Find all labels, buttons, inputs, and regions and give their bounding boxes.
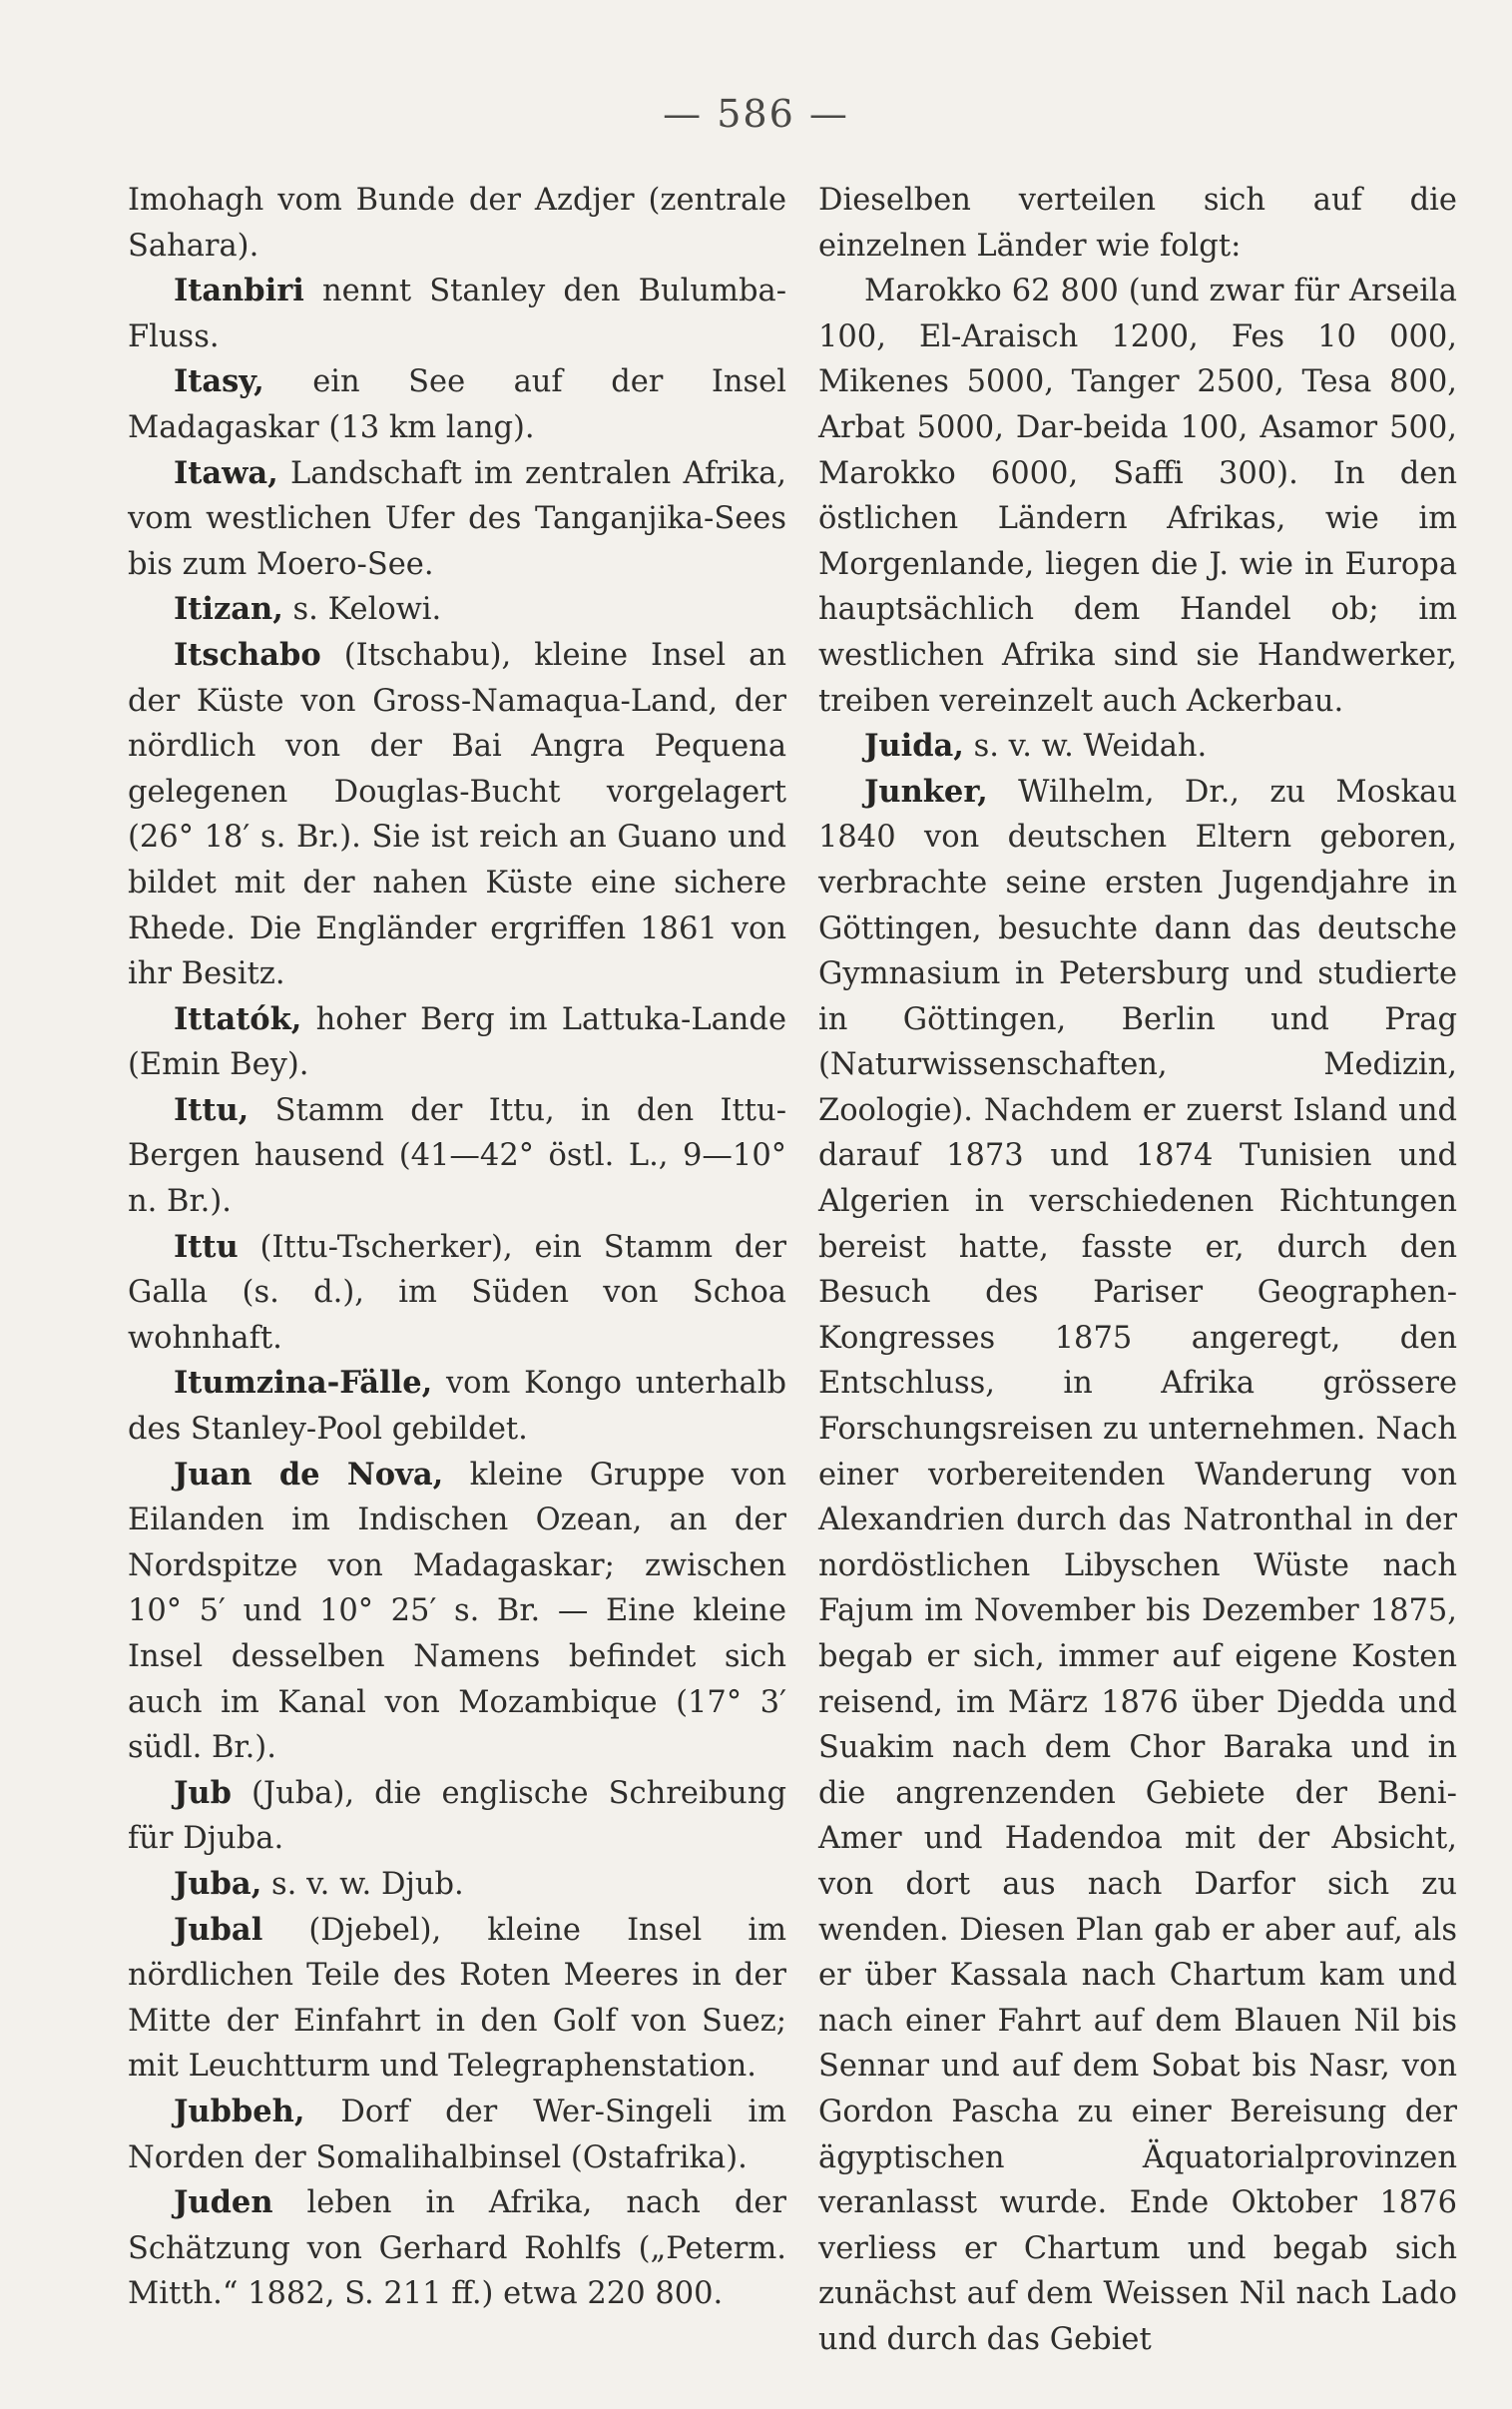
entry-text: hoher Berg im Lattuka-Lande (Emin Bey). [128, 1001, 786, 1083]
entry-text: (Itschabu), kleine Insel an der Küste von Gross-Namaqua-Land, der nördlich von der Bai Angra Pequena gelegenen Douglas-Bucht vorgelagert (26° 18′ s. Br.). Sie ist reich an Guano und bildet mit der nahen Küste eine sichere Rhede. Die Engländer ergriffen 1861 von ihr Besitz. [128, 637, 786, 992]
entry-headword: Ittatók, [174, 1000, 302, 1037]
entry-text: (Djebel), kleine Insel im nördlichen Teile des Roten Meeres in der Mitte der Einfahrt in den Golf von Suez; mit Leuchtturm und Telegraphenstation. [128, 1912, 786, 2085]
entry-headword: Ittu [174, 1228, 239, 1265]
entry-paragraph [128, 997, 786, 1088]
entry-paragraph [818, 770, 1457, 2363]
entry-paragraph [128, 178, 786, 269]
entry-headword: Jub [174, 1774, 232, 1811]
entry-text: Wilhelm, Dr., zu Moskau 1840 von deutschen Eltern geboren, verbrachte seine ersten Jugendjahre in Göttingen, besuchte dann das deutsche Gymnasium in Petersburg und studierte in Göttingen, Berlin und Prag (Naturwissenschaften, Medizin, Zoologie). Nachdem er zuerst Island und darauf 1873 und 1874 Tunisien und Algerien in verschiedenen Richtungen bereist hatte, fasste er, durch den Besuch des Pariser Geographen-Kongresses 1875 angeregt, den Entschluss, in Afrika grössere Forschungsreisen zu unternehmen. Nach einer vorbereitenden Wanderung von Alexandrien durch das Natronthal in der nordöstlichen Libyschen Wüste nach Fajum im November bis Dezember 1875, begab er sich, immer auf eigene Kosten reisend, im März 1876 über Djedda und Suakim nach dem Chor Baraka und in die angrenzenden Gebiete der Beni-Amer und Hadendoa mit der Absicht, von dort aus nach Darfor sich zu wenden. Diesen Plan gab er aber auf, als er über Kassala nach Chartum kam und nach einer Fahrt auf dem Blauen Nil bis Sennar und auf dem Sobat bis Nasr, von Gordon Pascha zu einer Bereisung der ägyptischen Äquatorialprovinzen veranlasst wurde. Ende Oktober 1876 verliess er Chartum und begab sich zunächst auf dem Weissen Nil nach Lado und durch das Gebiet [818, 774, 1457, 2357]
entry-paragraph [128, 1862, 786, 1908]
entry-paragraph [128, 359, 786, 450]
entry-text: Dorf der Wer-Singeli im Norden der Somalihalbinsel (Ostafrika). [128, 2094, 786, 2175]
entry-text: vom Kongo unterhalb des Stanley-Pool gebildet. [128, 1366, 786, 1448]
entry-headword: Itumzina-Fälle, [174, 1365, 433, 1402]
entry-text: s. v. w. Djub. [261, 1866, 464, 1902]
entry-text: Imohagh vom Bunde der Azdjer (zentrale Sahara). [128, 183, 786, 264]
entry-headword: Juan de Nova, [174, 1456, 444, 1493]
entry-text: leben in Afrika, nach der Schätzung von Gerhard Rohlfs („Peterm. Mitth.“ 1882, S. 211 ff.) etwa 220 800. [128, 2185, 786, 2312]
entry-paragraph [128, 587, 786, 633]
entry-text: Dieselben verteilen sich auf die einzelnen Länder wie folgt: [818, 183, 1457, 264]
entry-paragraph [128, 1908, 786, 2090]
entry-paragraph [128, 451, 786, 588]
entry-headword: Itanbiri [174, 273, 304, 309]
entry-paragraph [128, 1088, 786, 1225]
entry-headword: Juida, [864, 728, 964, 765]
entry-headword: Jubbeh, [174, 2093, 305, 2129]
left-column [128, 178, 786, 2317]
entry-text: ein See auf der Insel Madagaskar (13 km lang). [128, 364, 786, 445]
right-column [818, 178, 1457, 2363]
entry-headword: Itasy, [174, 363, 264, 400]
entry-headword: Itawa, [174, 454, 278, 491]
entry-paragraph [128, 2180, 786, 2317]
entry-headword: Juba, [174, 1865, 262, 1902]
entry-paragraph [128, 269, 786, 359]
entry-text: kleine Gruppe von Eilanden im Indischen Ozean, an der Nordspitze von Madagaskar; zwischen 10° 5′ und 10° 25′ s. Br. — Eine kleine Insel desselben Namens befindet sich auch im Kanal von Mozambique (17° 3′ südl. Br.). [128, 1457, 786, 1766]
entry-headword: Jubal [174, 1911, 263, 1948]
entry-paragraph [128, 633, 786, 997]
entry-paragraph [128, 2090, 786, 2180]
page-number: — 586 — [663, 92, 849, 136]
entry-headword: Juden [174, 2184, 273, 2221]
entry-headword: Junker, [864, 773, 988, 810]
entry-headword: Itizan, [174, 591, 283, 628]
entry-paragraph [818, 724, 1457, 770]
entry-text: Marokko 62 800 (und zwar für Arseila 100, El-Araisch 1200, Fes 10 000, Mikenes 5000, Tanger 2500, Tesa 800, Arbat 5000, Dar-beida 100, Asamor 500, Marokko 6000, Saffi 300). In den östlichen Ländern Afrikas, wie im Morgenlande, liegen die J. wie in Europa hauptsächlich dem Handel ob; im westlichen Afrika sind sie Handwerker, treiben vereinzelt auch Ackerbau. [818, 274, 1457, 719]
entry-text: Stamm der Ittu, in den Ittu-Bergen hausend (41—42° östl. L., 9—10° n. Br.). [128, 1092, 786, 1220]
entry-text: nennt Stanley den Bulumba-Fluss. [128, 274, 786, 354]
entry-paragraph [128, 1361, 786, 1452]
entry-headword: Ittu, [174, 1091, 250, 1128]
entry-paragraph [128, 1771, 786, 1862]
entry-text: Landschaft im zentralen Afrika, vom westlichen Ufer des Tanganjika-Sees bis zum Moero-See. [128, 455, 786, 582]
entry-text: (Ittu-Tscherker), ein Stamm der Galla (s. d.), im Süden von Schoa wohnhaft. [128, 1229, 786, 1356]
entry-text: s. v. w. Weidah. [963, 729, 1208, 765]
entry-paragraph [818, 269, 1457, 724]
entry-headword: Itschabo [174, 636, 321, 673]
entry-paragraph [818, 178, 1457, 269]
entry-paragraph [128, 1225, 786, 1362]
entry-paragraph [128, 1453, 786, 1771]
entry-text: s. Kelowi. [282, 592, 442, 628]
entry-text: (Juba), die englische Schreibung für Djuba. [128, 1775, 786, 1857]
